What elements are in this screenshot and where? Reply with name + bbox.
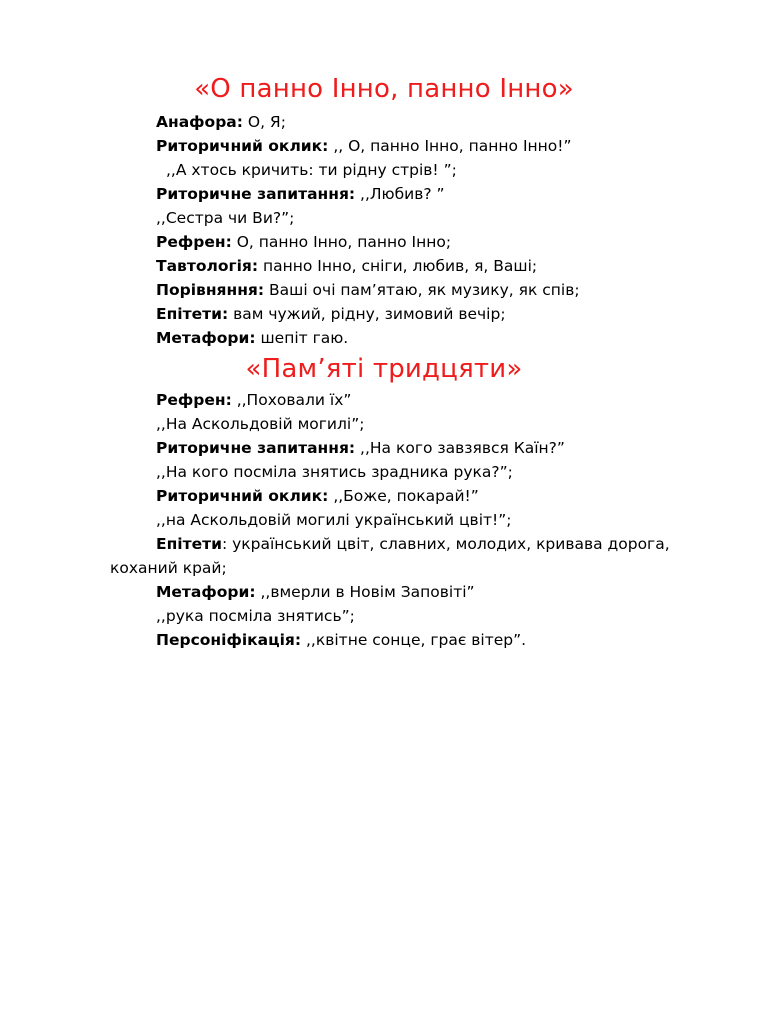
term-text: О, Я; xyxy=(242,113,286,131)
section2-line-personification xyxy=(156,630,526,650)
section2-line-continuation xyxy=(110,558,227,578)
term-text: панно Інно, сніги, любив, я, Ваші; xyxy=(258,257,538,275)
term-label: Тавтологія: xyxy=(156,257,259,275)
term-label: Метафори: xyxy=(156,583,256,601)
term-label: Метафори: xyxy=(156,329,256,347)
term-text: ,,А хтось кричить: ти рідну стрів! ”; xyxy=(166,161,457,179)
section1-line-tautology xyxy=(156,256,537,276)
term-label: Риторичний оклик: xyxy=(156,487,329,505)
term-text: ,,Сестра чи Ви?”; xyxy=(156,209,295,227)
term-label: Риторичний оклик: xyxy=(156,137,329,155)
term-text: ,,На кого посміла знятись зрадника рука?”; xyxy=(156,463,513,481)
term-text: ,,квітне сонце, грає вітер”. xyxy=(301,631,527,649)
section2-line-epithets xyxy=(156,534,670,554)
section1-line-rhetorical-question xyxy=(156,184,445,204)
section2-line-rhetorical-question xyxy=(156,438,565,458)
term-text: Ваші очі пам’ятаю, як музику, як спів; xyxy=(264,281,580,299)
term-text: : український цвіт, славних, молодих, кривава дорога, xyxy=(221,535,670,553)
section1-line-metaphors xyxy=(156,328,348,348)
section2-line-refrain xyxy=(156,390,351,410)
term-text: ,,На кого завзявся Каїн?” xyxy=(355,439,565,457)
term-text: шепіт гаю. xyxy=(255,329,349,347)
section2-line-continuation xyxy=(156,510,512,530)
section2-line-continuation xyxy=(156,606,355,626)
term-label: Порівняння: xyxy=(156,281,265,299)
section2-line-continuation xyxy=(156,414,364,434)
term-text: О, панно Інно, панно Інно; xyxy=(231,233,452,251)
term-text: ,,На Аскольдовій могилі”; xyxy=(156,415,365,433)
term-label: Персоніфікація: xyxy=(156,631,302,649)
section1-line-refrain xyxy=(156,232,451,252)
term-label: Анафора: xyxy=(156,113,243,131)
section1-line-continuation xyxy=(156,208,294,228)
section1-line-anaphora xyxy=(156,112,286,132)
term-label: Рефрен: xyxy=(156,233,232,251)
term-text: коханий край; xyxy=(110,559,227,577)
section2-line-rhetorical-exclamation xyxy=(156,486,479,506)
term-text: ,,вмерли в Новім Заповіті” xyxy=(255,583,475,601)
section1-title: «О панно Інно, панно Інно» xyxy=(194,74,574,104)
section1-line-continuation xyxy=(166,160,457,180)
section2-title: «Пам’яті тридцяти» xyxy=(245,354,523,384)
section1-line-epithets xyxy=(156,304,506,324)
term-text: ,, О, панно Інно, панно Інно!” xyxy=(328,137,572,155)
section2-line-continuation xyxy=(156,462,513,482)
term-text: ,,Боже, покарай!” xyxy=(328,487,479,505)
term-text: вам чужий, рідну, зимовий вечір; xyxy=(228,305,506,323)
term-label: Риторичне запитання: xyxy=(156,185,356,203)
term-text: ,,на Аскольдовій могилі український цвіт!”; xyxy=(156,511,512,529)
term-label: Риторичне запитання: xyxy=(156,439,356,457)
section1-line-comparison xyxy=(156,280,580,300)
term-text: ,,рука посміла знятись”; xyxy=(156,607,355,625)
section2-line-metaphors xyxy=(156,582,475,602)
section1-line-rhetorical-exclamation xyxy=(156,136,572,156)
term-label: Епітети: xyxy=(156,305,229,323)
term-label: Епітети xyxy=(156,535,222,553)
term-label: Рефрен: xyxy=(156,391,232,409)
term-text: ,,Любив? ” xyxy=(355,185,445,203)
term-text: ,,Поховали їх” xyxy=(231,391,352,409)
